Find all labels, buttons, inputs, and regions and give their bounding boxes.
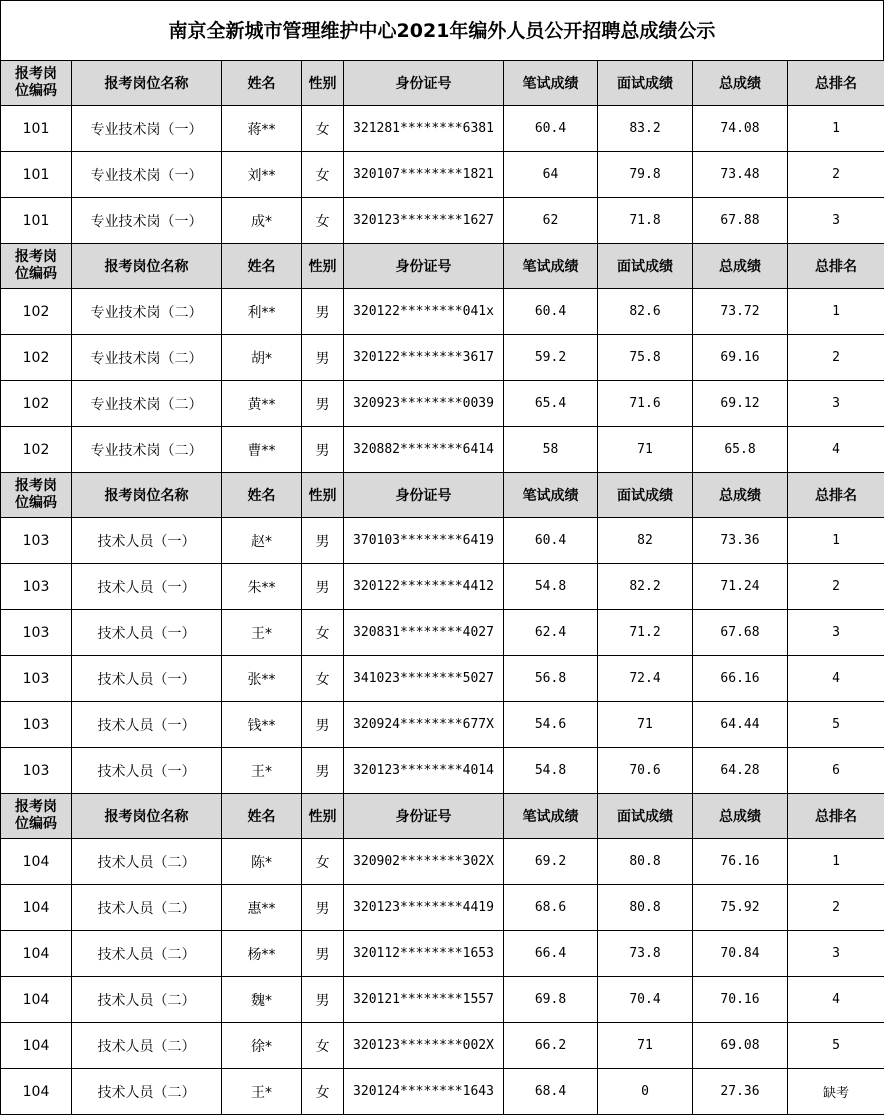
cell-interview-score: 71.6	[598, 381, 693, 427]
cell-position-name: 技术人员（二）	[72, 885, 222, 931]
cell-total-score: 71.24	[693, 564, 788, 610]
table-header-row	[1, 473, 884, 518]
cell-interview-score: 75.8	[598, 335, 693, 381]
cell-rank: 5	[788, 1023, 884, 1069]
header-gender: 性别	[302, 61, 344, 106]
cell-name: 徐*	[222, 1023, 302, 1069]
cell-rank: 2	[788, 152, 884, 198]
cell-name: 魏*	[222, 977, 302, 1023]
header-position-code	[1, 794, 72, 839]
table-row	[1, 839, 884, 885]
cell-written-score: 64	[504, 152, 598, 198]
cell-written-score: 59.2	[504, 335, 598, 381]
header-position-code-line1: 报考岗	[15, 478, 57, 494]
header-id-number: 身份证号	[344, 61, 504, 106]
cell-rank: 缺考	[788, 1069, 884, 1115]
table-row	[1, 931, 884, 977]
cell-id-number: 341023********5027	[344, 656, 504, 702]
cell-gender: 男	[302, 564, 344, 610]
cell-interview-score: 70.4	[598, 977, 693, 1023]
header-position-code-line2: 位编码	[15, 266, 57, 282]
header-position-code-line1: 报考岗	[15, 66, 57, 82]
cell-position-name: 技术人员（二）	[72, 977, 222, 1023]
cell-total-score: 27.36	[693, 1069, 788, 1115]
cell-id-number: 320121********1557	[344, 977, 504, 1023]
cell-written-score: 60.4	[504, 518, 598, 564]
cell-position-name: 技术人员（一）	[72, 564, 222, 610]
header-total-score: 总成绩	[693, 473, 788, 518]
cell-position-name: 专业技术岗（一）	[72, 106, 222, 152]
table-row	[1, 748, 884, 794]
table-row	[1, 152, 884, 198]
cell-position-name: 技术人员（二）	[72, 1023, 222, 1069]
header-position-code	[1, 473, 72, 518]
table-row	[1, 564, 884, 610]
cell-name: 曹**	[222, 427, 302, 473]
cell-rank: 1	[788, 289, 884, 335]
cell-position-code: 102	[1, 381, 72, 427]
header-name: 姓名	[222, 473, 302, 518]
cell-position-name: 技术人员（二）	[72, 839, 222, 885]
cell-name: 黄**	[222, 381, 302, 427]
cell-id-number: 320123********002X	[344, 1023, 504, 1069]
header-position-code	[1, 61, 72, 106]
results-table-body	[1, 61, 884, 1115]
cell-gender: 男	[302, 702, 344, 748]
cell-name: 赵*	[222, 518, 302, 564]
cell-gender: 女	[302, 839, 344, 885]
cell-total-score: 64.28	[693, 748, 788, 794]
cell-position-name: 技术人员（一）	[72, 656, 222, 702]
cell-total-score: 73.72	[693, 289, 788, 335]
cell-name: 张**	[222, 656, 302, 702]
header-interview-score: 面试成绩	[598, 473, 693, 518]
cell-gender: 男	[302, 977, 344, 1023]
table-row	[1, 518, 884, 564]
cell-name: 朱**	[222, 564, 302, 610]
cell-position-name: 技术人员（一）	[72, 518, 222, 564]
cell-rank: 3	[788, 381, 884, 427]
cell-gender: 女	[302, 656, 344, 702]
cell-gender: 女	[302, 198, 344, 244]
cell-position-name: 技术人员（一）	[72, 610, 222, 656]
cell-rank: 6	[788, 748, 884, 794]
cell-position-code: 104	[1, 1069, 72, 1115]
header-written-score: 笔试成绩	[504, 473, 598, 518]
cell-id-number: 320112********1653	[344, 931, 504, 977]
header-position-code-line1: 报考岗	[15, 249, 57, 265]
table-row	[1, 702, 884, 748]
cell-rank: 2	[788, 885, 884, 931]
cell-id-number: 320123********1627	[344, 198, 504, 244]
header-total-score: 总成绩	[693, 244, 788, 289]
header-interview-score: 面试成绩	[598, 244, 693, 289]
cell-gender: 男	[302, 885, 344, 931]
header-position-code-line2: 位编码	[15, 816, 57, 832]
page-title: 南京全新城市管理维护中心2021年编外人员公开招聘总成绩公示	[0, 0, 884, 60]
table-row	[1, 977, 884, 1023]
cell-total-score: 64.44	[693, 702, 788, 748]
cell-written-score: 65.4	[504, 381, 598, 427]
cell-rank: 5	[788, 702, 884, 748]
cell-id-number: 320123********4014	[344, 748, 504, 794]
cell-interview-score: 72.4	[598, 656, 693, 702]
table-row	[1, 335, 884, 381]
cell-position-code: 103	[1, 748, 72, 794]
cell-name: 钱**	[222, 702, 302, 748]
table-row	[1, 198, 884, 244]
header-id-number: 身份证号	[344, 473, 504, 518]
header-interview-score: 面试成绩	[598, 794, 693, 839]
cell-interview-score: 71	[598, 1023, 693, 1069]
cell-written-score: 60.4	[504, 106, 598, 152]
cell-written-score: 62	[504, 198, 598, 244]
cell-total-score: 76.16	[693, 839, 788, 885]
cell-id-number: 320882********6414	[344, 427, 504, 473]
cell-id-number: 370103********6419	[344, 518, 504, 564]
cell-written-score: 56.8	[504, 656, 598, 702]
cell-rank: 4	[788, 656, 884, 702]
cell-name: 陈*	[222, 839, 302, 885]
table-row	[1, 381, 884, 427]
cell-total-score: 69.12	[693, 381, 788, 427]
cell-total-score: 73.48	[693, 152, 788, 198]
cell-position-code: 102	[1, 335, 72, 381]
cell-rank: 4	[788, 427, 884, 473]
cell-gender: 男	[302, 748, 344, 794]
cell-written-score: 60.4	[504, 289, 598, 335]
cell-written-score: 66.2	[504, 1023, 598, 1069]
table-row	[1, 427, 884, 473]
header-position-code-line1: 报考岗	[15, 799, 57, 815]
cell-total-score: 69.16	[693, 335, 788, 381]
cell-interview-score: 83.2	[598, 106, 693, 152]
cell-id-number: 320122********041x	[344, 289, 504, 335]
header-rank: 总排名	[788, 794, 884, 839]
cell-total-score: 70.16	[693, 977, 788, 1023]
cell-id-number: 320831********4027	[344, 610, 504, 656]
cell-gender: 男	[302, 427, 344, 473]
cell-written-score: 66.4	[504, 931, 598, 977]
header-name: 姓名	[222, 244, 302, 289]
cell-written-score: 54.6	[504, 702, 598, 748]
cell-id-number: 320902********302X	[344, 839, 504, 885]
header-rank: 总排名	[788, 244, 884, 289]
cell-written-score: 54.8	[504, 748, 598, 794]
header-written-score: 笔试成绩	[504, 244, 598, 289]
cell-name: 蒋**	[222, 106, 302, 152]
cell-id-number: 320122********3617	[344, 335, 504, 381]
cell-rank: 4	[788, 977, 884, 1023]
header-gender: 性别	[302, 794, 344, 839]
cell-position-name: 专业技术岗（二）	[72, 427, 222, 473]
cell-total-score: 65.8	[693, 427, 788, 473]
cell-interview-score: 71.8	[598, 198, 693, 244]
table-header-row	[1, 244, 884, 289]
cell-written-score: 68.4	[504, 1069, 598, 1115]
cell-gender: 女	[302, 610, 344, 656]
header-written-score: 笔试成绩	[504, 794, 598, 839]
header-position-name: 报考岗位名称	[72, 244, 222, 289]
cell-id-number: 320923********0039	[344, 381, 504, 427]
header-total-score: 总成绩	[693, 794, 788, 839]
header-position-name: 报考岗位名称	[72, 473, 222, 518]
cell-name: 成*	[222, 198, 302, 244]
table-header-row	[1, 794, 884, 839]
cell-position-code: 104	[1, 1023, 72, 1069]
cell-total-score: 74.08	[693, 106, 788, 152]
header-written-score: 笔试成绩	[504, 61, 598, 106]
cell-interview-score: 79.8	[598, 152, 693, 198]
cell-name: 刘**	[222, 152, 302, 198]
cell-interview-score: 73.8	[598, 931, 693, 977]
cell-position-code: 103	[1, 702, 72, 748]
cell-interview-score: 0	[598, 1069, 693, 1115]
cell-position-code: 102	[1, 427, 72, 473]
cell-position-code: 103	[1, 518, 72, 564]
header-position-name: 报考岗位名称	[72, 794, 222, 839]
header-total-score: 总成绩	[693, 61, 788, 106]
cell-gender: 男	[302, 931, 344, 977]
cell-position-name: 专业技术岗（二）	[72, 335, 222, 381]
table-row	[1, 610, 884, 656]
cell-name: 惠**	[222, 885, 302, 931]
cell-name: 王*	[222, 610, 302, 656]
cell-total-score: 70.84	[693, 931, 788, 977]
cell-position-code: 101	[1, 198, 72, 244]
cell-position-code: 104	[1, 885, 72, 931]
cell-total-score: 75.92	[693, 885, 788, 931]
cell-name: 杨**	[222, 931, 302, 977]
cell-name: 王*	[222, 1069, 302, 1115]
cell-interview-score: 82	[598, 518, 693, 564]
cell-rank: 1	[788, 106, 884, 152]
cell-position-name: 技术人员（二）	[72, 931, 222, 977]
header-gender: 性别	[302, 244, 344, 289]
header-interview-score: 面试成绩	[598, 61, 693, 106]
cell-id-number: 320123********4419	[344, 885, 504, 931]
header-gender: 性别	[302, 473, 344, 518]
cell-rank: 2	[788, 335, 884, 381]
cell-written-score: 68.6	[504, 885, 598, 931]
cell-written-score: 62.4	[504, 610, 598, 656]
cell-interview-score: 71	[598, 427, 693, 473]
cell-rank: 3	[788, 931, 884, 977]
table-row	[1, 656, 884, 702]
cell-total-score: 67.88	[693, 198, 788, 244]
cell-id-number: 321281********6381	[344, 106, 504, 152]
table-row	[1, 106, 884, 152]
cell-name: 胡*	[222, 335, 302, 381]
cell-rank: 1	[788, 839, 884, 885]
cell-id-number: 320124********1643	[344, 1069, 504, 1115]
cell-gender: 男	[302, 335, 344, 381]
cell-position-name: 专业技术岗（一）	[72, 152, 222, 198]
cell-position-name: 技术人员（一）	[72, 748, 222, 794]
cell-gender: 女	[302, 1069, 344, 1115]
header-rank: 总排名	[788, 61, 884, 106]
cell-total-score: 69.08	[693, 1023, 788, 1069]
cell-interview-score: 71.2	[598, 610, 693, 656]
cell-position-code: 102	[1, 289, 72, 335]
cell-written-score: 58	[504, 427, 598, 473]
cell-rank: 3	[788, 198, 884, 244]
header-rank: 总排名	[788, 473, 884, 518]
cell-interview-score: 71	[598, 702, 693, 748]
cell-rank: 1	[788, 518, 884, 564]
cell-position-name: 专业技术岗（一）	[72, 198, 222, 244]
cell-total-score: 73.36	[693, 518, 788, 564]
table-row	[1, 1023, 884, 1069]
header-position-code-line2: 位编码	[15, 495, 57, 511]
header-id-number: 身份证号	[344, 794, 504, 839]
table-header-row	[1, 61, 884, 106]
cell-position-name: 专业技术岗（二）	[72, 381, 222, 427]
cell-interview-score: 80.8	[598, 885, 693, 931]
cell-position-code: 101	[1, 106, 72, 152]
table-row	[1, 885, 884, 931]
cell-gender: 女	[302, 1023, 344, 1069]
cell-position-code: 104	[1, 977, 72, 1023]
cell-id-number: 320107********1821	[344, 152, 504, 198]
cell-rank: 3	[788, 610, 884, 656]
cell-position-name: 技术人员（一）	[72, 702, 222, 748]
cell-gender: 女	[302, 106, 344, 152]
cell-position-code: 103	[1, 564, 72, 610]
cell-id-number: 320122********4412	[344, 564, 504, 610]
cell-interview-score: 80.8	[598, 839, 693, 885]
cell-interview-score: 70.6	[598, 748, 693, 794]
cell-gender: 男	[302, 289, 344, 335]
cell-gender: 男	[302, 381, 344, 427]
header-id-number: 身份证号	[344, 244, 504, 289]
cell-name: 王*	[222, 748, 302, 794]
cell-position-name: 技术人员（二）	[72, 1069, 222, 1115]
cell-interview-score: 82.6	[598, 289, 693, 335]
cell-position-code: 104	[1, 931, 72, 977]
table-row	[1, 1069, 884, 1115]
table-row	[1, 289, 884, 335]
cell-total-score: 67.68	[693, 610, 788, 656]
cell-position-code: 101	[1, 152, 72, 198]
cell-interview-score: 82.2	[598, 564, 693, 610]
cell-position-name: 专业技术岗（二）	[72, 289, 222, 335]
header-name: 姓名	[222, 794, 302, 839]
header-position-code	[1, 244, 72, 289]
results-table	[0, 60, 884, 1115]
cell-rank: 2	[788, 564, 884, 610]
cell-position-code: 104	[1, 839, 72, 885]
cell-total-score: 66.16	[693, 656, 788, 702]
cell-position-code: 103	[1, 610, 72, 656]
header-position-code-line2: 位编码	[15, 83, 57, 99]
cell-written-score: 54.8	[504, 564, 598, 610]
cell-gender: 男	[302, 518, 344, 564]
cell-gender: 女	[302, 152, 344, 198]
cell-written-score: 69.2	[504, 839, 598, 885]
cell-name: 利**	[222, 289, 302, 335]
cell-written-score: 69.8	[504, 977, 598, 1023]
header-position-name: 报考岗位名称	[72, 61, 222, 106]
cell-position-code: 103	[1, 656, 72, 702]
header-name: 姓名	[222, 61, 302, 106]
cell-id-number: 320924********677X	[344, 702, 504, 748]
